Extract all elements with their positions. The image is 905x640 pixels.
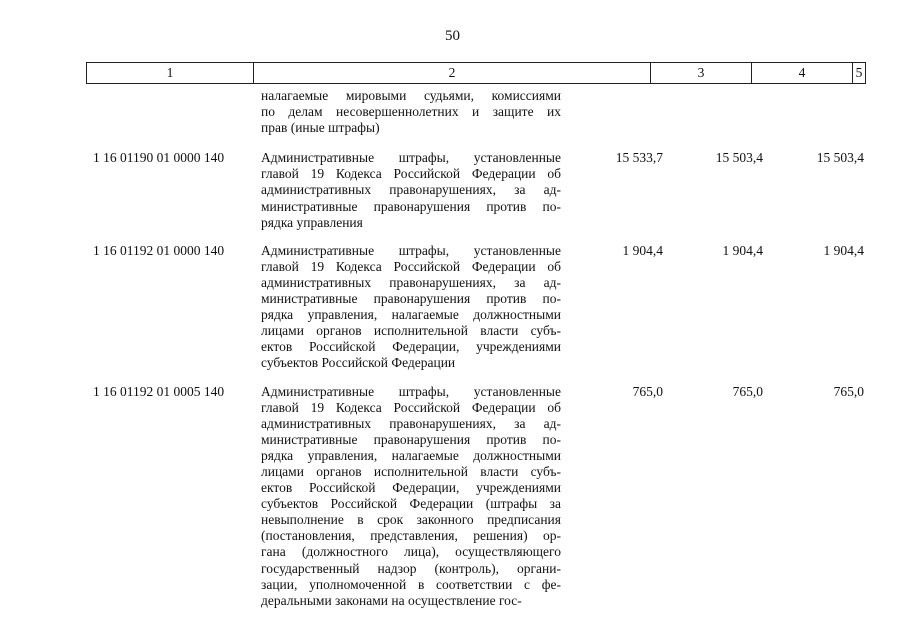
description-line: зации, уполномоченной в соответствии с фе- bbox=[261, 576, 561, 592]
table-row bbox=[86, 88, 866, 136]
description-line: министративные правонарушения против по- bbox=[261, 291, 561, 307]
row-code: 1 16 01192 01 0005 140 bbox=[93, 383, 225, 399]
description-line: рядка управления bbox=[261, 214, 363, 230]
table-row bbox=[86, 150, 866, 230]
description-line: налагаемые мировыми судьями, комиссиями bbox=[261, 88, 561, 103]
row-value-3: 15 533,7 bbox=[615, 150, 663, 166]
description-line: субъектов Российской Федерации bbox=[261, 355, 456, 371]
description-line: административных правонарушениях, за ад- bbox=[261, 182, 561, 198]
header-col-1: 1 bbox=[87, 63, 254, 83]
row-value-3: 765,0 bbox=[632, 383, 663, 399]
description-line: невыполнение в срок законного предписания bbox=[261, 512, 561, 528]
header-col-5: 5 bbox=[855, 65, 863, 80]
table-row bbox=[86, 384, 866, 609]
row-value-5: 15 503,4 bbox=[816, 150, 864, 166]
row-description bbox=[261, 88, 561, 136]
description-line: гана (должностного лица), осуществляющего bbox=[261, 544, 561, 560]
description-line: Административные штрафы, установленные bbox=[261, 383, 561, 399]
description-line: лицами органов исполнительной власти субъ- bbox=[261, 463, 561, 479]
row-description bbox=[261, 384, 561, 609]
description-line: рядка управления, налагаемые должностными bbox=[261, 307, 561, 323]
row-value-5: 765,0 bbox=[833, 383, 864, 399]
description-line: ектов Российской Федерации, учреждениями bbox=[261, 339, 561, 355]
row-value-4: 15 503,4 bbox=[715, 150, 763, 166]
description-line: государственный надзор (контроль), органи- bbox=[261, 560, 561, 576]
row-value-5 bbox=[763, 88, 864, 136]
description-line: административных правонарушениях, за ад- bbox=[261, 415, 561, 431]
description-line: административных правонарушениях, за ад- bbox=[261, 274, 561, 290]
description-line: главой 19 Кодекса Российской Федерации об bbox=[261, 399, 561, 415]
description-line: Административные штрафы, установленные bbox=[261, 242, 561, 258]
description-line: (постановления, представления, решения) ор- bbox=[261, 528, 561, 544]
table-row bbox=[86, 243, 866, 372]
header-col-4: 4 bbox=[752, 63, 853, 83]
row-code: 1 16 01190 01 0000 140 bbox=[93, 150, 225, 166]
description-line: главой 19 Кодекса Российской Федерации об bbox=[261, 258, 561, 274]
description-line: главой 19 Кодекса Российской Федерации об bbox=[261, 166, 561, 182]
row-description bbox=[261, 243, 561, 372]
row-value-4: 1 904,4 bbox=[722, 242, 763, 258]
description-line: ектов Российской Федерации, учреждениями bbox=[261, 480, 561, 496]
page-number: 50 bbox=[445, 28, 460, 44]
description-line: лицами органов исполнительной власти субъ- bbox=[261, 323, 561, 339]
description-line: Административные штрафы, установленные bbox=[261, 150, 561, 166]
row-value-3: 1 904,4 bbox=[622, 242, 663, 258]
table-body bbox=[86, 88, 866, 621]
description-line: прав (иные штрафы) bbox=[261, 120, 380, 136]
description-line: рядка управления, налагаемые должностными bbox=[261, 447, 561, 463]
row-value-5: 1 904,4 bbox=[823, 242, 864, 258]
row-value-4 bbox=[663, 88, 763, 136]
row-value-4: 765,0 bbox=[732, 383, 763, 399]
description-line: субъектов Российской Федерации (штрафы за bbox=[261, 496, 561, 512]
description-line: деральными законами на осуществление гос- bbox=[261, 592, 522, 608]
row-code bbox=[86, 88, 253, 136]
description-line: по делам несовершеннолетних и защите их bbox=[261, 104, 561, 120]
row-value-3 bbox=[561, 88, 663, 136]
description-line: министративные правонарушения против по- bbox=[261, 431, 561, 447]
header-col-3: 3 bbox=[651, 63, 752, 83]
row-description bbox=[261, 150, 561, 230]
row-code: 1 16 01192 01 0000 140 bbox=[93, 242, 225, 258]
description-line: министративные правонарушения против по- bbox=[261, 198, 561, 214]
table-header bbox=[86, 62, 866, 84]
header-col-2: 2 bbox=[254, 63, 651, 83]
